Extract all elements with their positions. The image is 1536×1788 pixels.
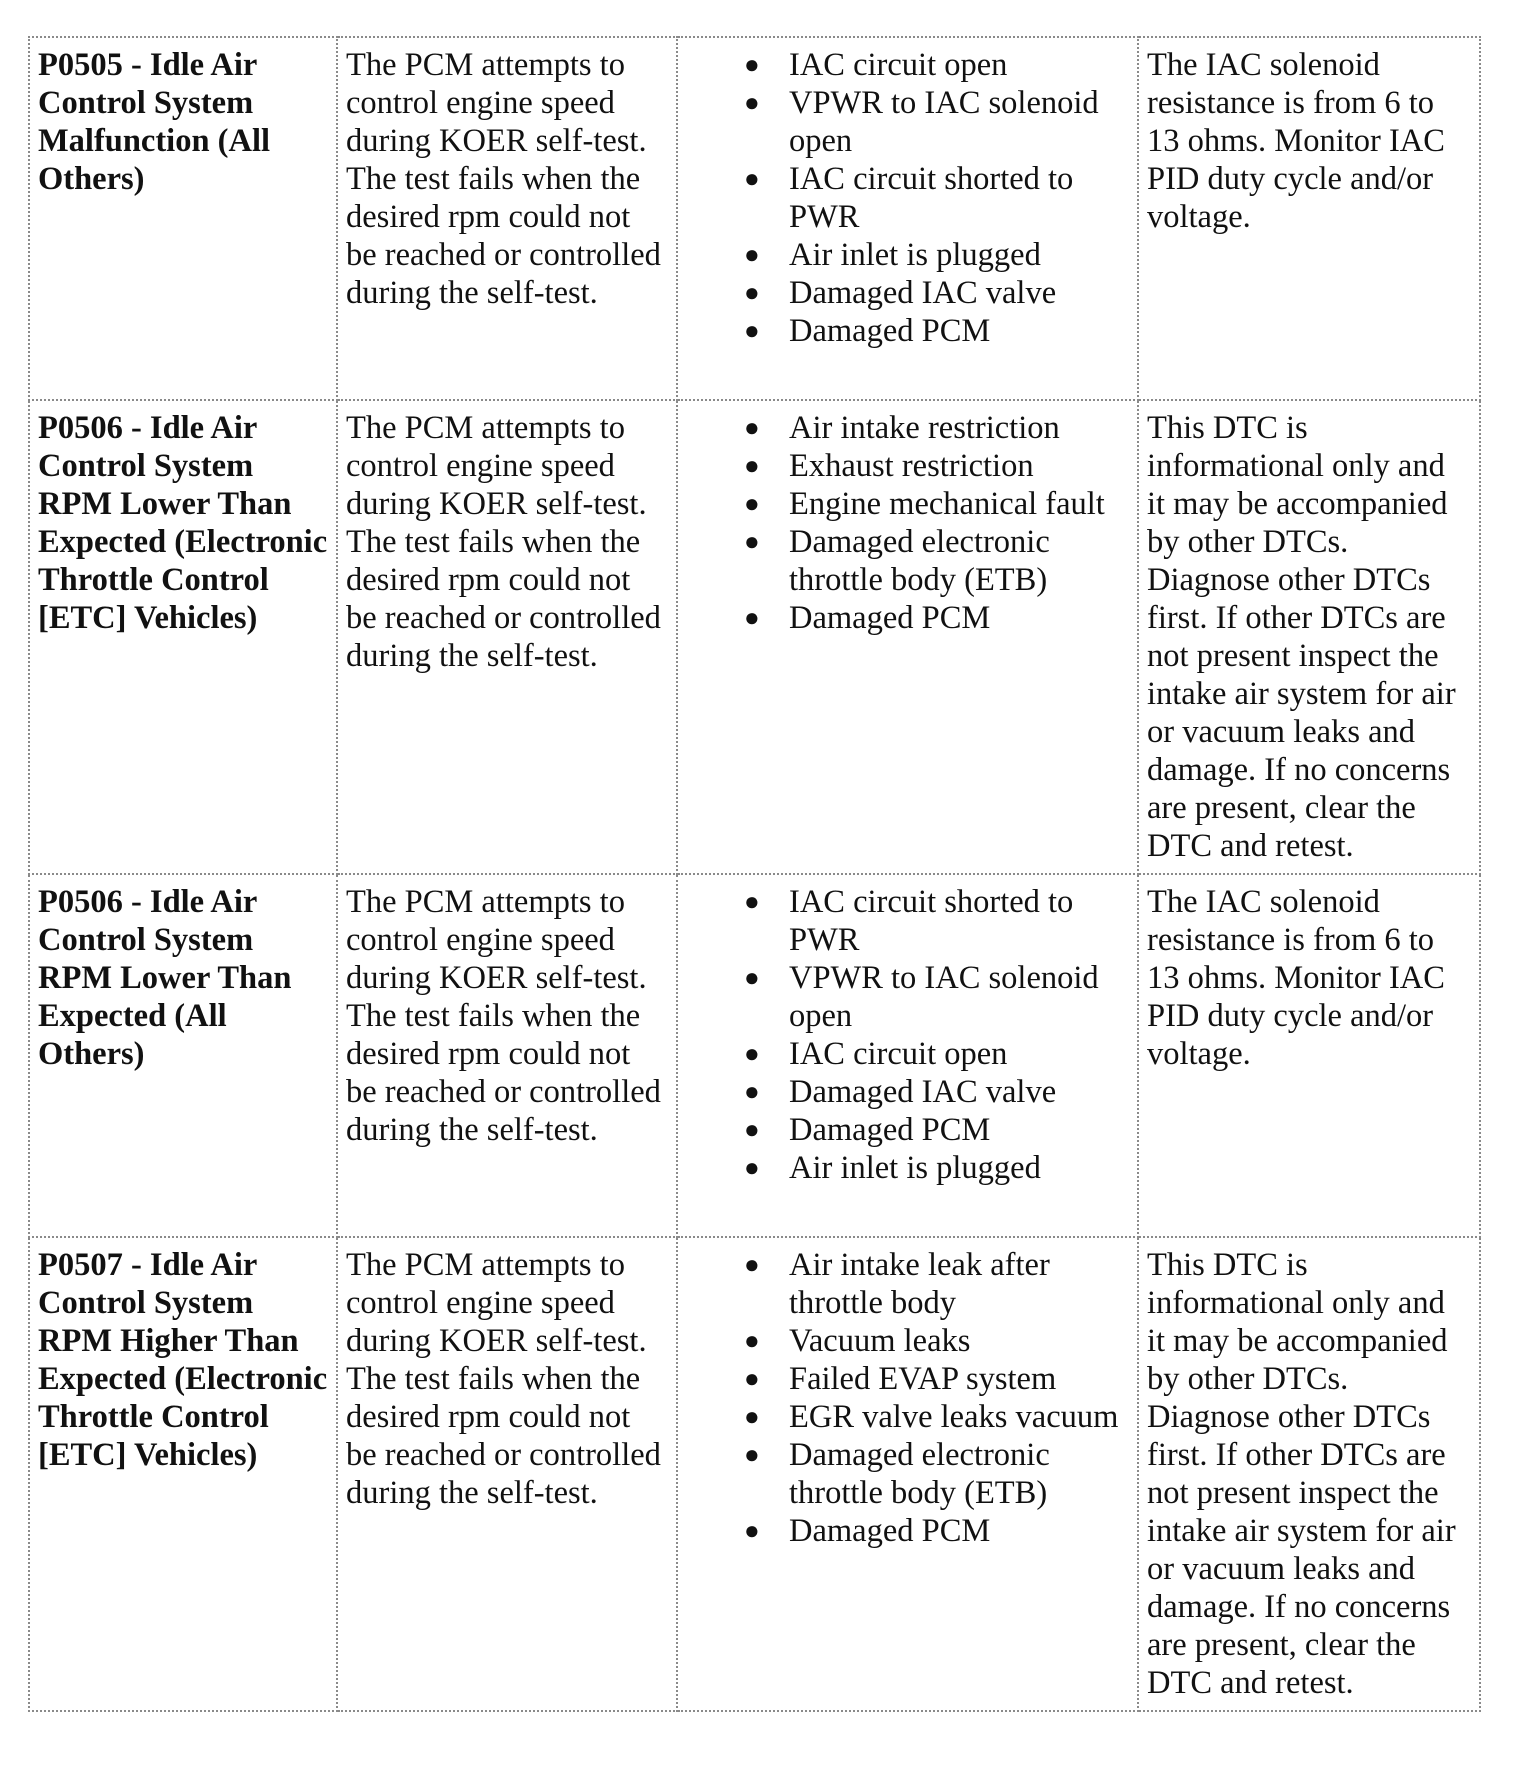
bullet-icon: ● xyxy=(744,1364,760,1393)
list-item: ● Damaged IAC valve xyxy=(744,1074,1057,1110)
action-cell: This DTC is informational only and it may be accompanied by other DTCs. Diagnose other DTCs first. If other DTCs are not present inspect the intake air system for air or vacuum leaks and damage. If no concerns are present, clear the DTC and retest. xyxy=(1138,1237,1480,1711)
bullet-icon: ● xyxy=(744,489,760,518)
description-cell: The PCM attempts to control engine speed during KOER self-test. The test fails when the desired rpm could not be reached or controlled during the self-test. xyxy=(337,874,677,1237)
causes-cell xyxy=(677,37,1138,400)
dtc-code-cell: P0506 - Idle Air Control System RPM Lower Than Expected (All Others) xyxy=(29,874,337,1237)
bullet-icon: ● xyxy=(744,240,760,269)
list-item: ● Engine mechanical fault xyxy=(744,486,1105,522)
table-row xyxy=(29,400,1480,874)
bullet-icon: ● xyxy=(744,603,760,632)
list-item: ● IAC circuit shorted to PWR xyxy=(744,161,1074,235)
causes-cell xyxy=(677,400,1138,874)
bullet-icon: ● xyxy=(744,88,760,117)
bullet-icon: ● xyxy=(744,963,760,992)
list-item: ● Damaged electronic throttle body (ETB) xyxy=(744,524,1050,598)
list-item: ● Air inlet is plugged xyxy=(744,1150,1041,1186)
list-item: ● VPWR to IAC solenoid open xyxy=(744,960,1099,1034)
bullet-icon: ● xyxy=(744,527,760,556)
bullet-icon: ● xyxy=(744,1516,760,1545)
list-item: ● Damaged PCM xyxy=(744,1112,991,1148)
list-item: ● EGR valve leaks vacuum xyxy=(744,1399,1119,1435)
description-cell: The PCM attempts to control engine speed during KOER self-test. The test fails when the desired rpm could not be reached or controlled during the self-test. xyxy=(337,400,677,874)
action-cell: This DTC is informational only and it may be accompanied by other DTCs. Diagnose other DTCs first. If other DTCs are not present inspect the intake air system for air or vacuum leaks and damage. If no concerns are present, clear the DTC and retest. xyxy=(1138,400,1480,874)
dtc-code-cell: P0505 - Idle Air Control System Malfunction (All Others) xyxy=(29,37,337,400)
dtc-code-cell: P0506 - Idle Air Control System RPM Lower Than Expected (Electronic Throttle Control [ETC] Vehicles) xyxy=(29,400,337,874)
list-item: ● Air inlet is plugged xyxy=(744,237,1041,273)
causes-cell xyxy=(677,874,1138,1237)
dtc-table xyxy=(28,36,1481,1712)
bullet-icon: ● xyxy=(744,278,760,307)
table-row xyxy=(29,1237,1480,1711)
causes-list xyxy=(686,1246,1129,1550)
description-cell: The PCM attempts to control engine speed during KOER self-test. The test fails when the desired rpm could not be reached or controlled during the self-test. xyxy=(337,37,677,400)
bullet-icon: ● xyxy=(744,316,760,345)
bullet-icon: ● xyxy=(744,413,760,442)
list-item: ● IAC circuit shorted to PWR xyxy=(744,884,1074,958)
bullet-icon: ● xyxy=(744,1039,760,1068)
bullet-icon: ● xyxy=(744,164,760,193)
bullet-icon: ● xyxy=(744,1115,760,1144)
list-item: ● IAC circuit open xyxy=(744,47,1008,83)
causes-list xyxy=(686,46,1129,350)
bullet-icon: ● xyxy=(744,1440,760,1469)
causes-cell xyxy=(677,1237,1138,1711)
list-item: ● Damaged PCM xyxy=(744,600,991,636)
list-item: ● Damaged electronic throttle body (ETB) xyxy=(744,1437,1050,1511)
bullet-icon: ● xyxy=(744,1326,760,1355)
bullet-icon: ● xyxy=(744,1402,760,1431)
action-cell: The IAC solenoid resistance is from 6 to 13 ohms. Monitor IAC PID duty cycle and/or voltage. xyxy=(1138,37,1480,400)
causes-list xyxy=(686,883,1129,1187)
table-row xyxy=(29,37,1480,400)
list-item: ● IAC circuit open xyxy=(744,1036,1008,1072)
list-item: ● Damaged PCM xyxy=(744,1513,991,1549)
list-item: ● Air intake restriction xyxy=(744,410,1060,446)
action-cell: The IAC solenoid resistance is from 6 to 13 ohms. Monitor IAC PID duty cycle and/or voltage. xyxy=(1138,874,1480,1237)
list-item: ● VPWR to IAC solenoid open xyxy=(744,85,1099,159)
bullet-icon: ● xyxy=(744,1153,760,1182)
bullet-icon: ● xyxy=(744,451,760,480)
list-item: ● Failed EVAP system xyxy=(744,1361,1057,1397)
list-item: ● Vacuum leaks xyxy=(744,1323,971,1359)
table-row xyxy=(29,874,1480,1237)
dtc-code-cell: P0507 - Idle Air Control System RPM Higher Than Expected (Electronic Throttle Control [ETC] Vehicles) xyxy=(29,1237,337,1711)
bullet-icon: ● xyxy=(744,887,760,916)
causes-list xyxy=(686,409,1129,637)
list-item: ● Damaged IAC valve xyxy=(744,275,1057,311)
bullet-icon: ● xyxy=(744,1077,760,1106)
bullet-icon: ● xyxy=(744,1250,760,1279)
description-cell: The PCM attempts to control engine speed during KOER self-test. The test fails when the desired rpm could not be reached or controlled during the self-test. xyxy=(337,1237,677,1711)
list-item: ● Air intake leak after throttle body xyxy=(744,1247,1050,1321)
list-item: ● Exhaust restriction xyxy=(744,448,1034,484)
list-item: ● Damaged PCM xyxy=(744,313,991,349)
bullet-icon: ● xyxy=(744,50,760,79)
